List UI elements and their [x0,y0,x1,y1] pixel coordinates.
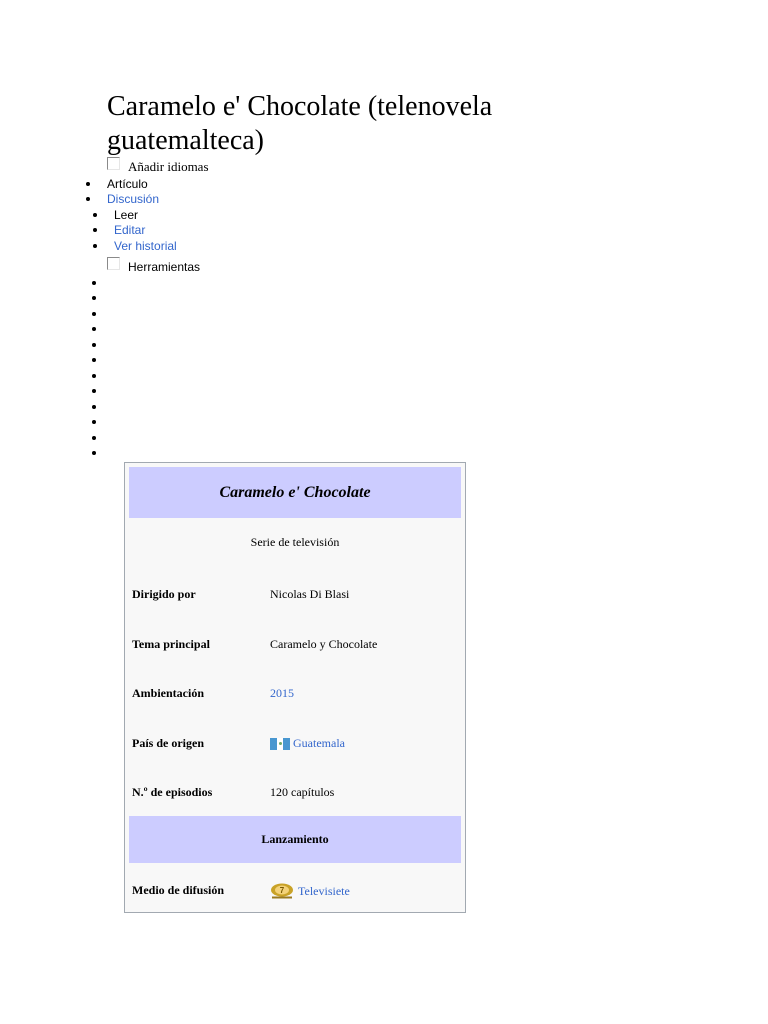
tab-discussion[interactable]: Discusión [107,192,160,206]
bullet-icon [92,420,96,424]
bullet-icon [92,405,96,409]
bullet-icon [93,228,97,232]
infobox-value [270,736,345,751]
bullet-icon [92,281,96,285]
checkbox-icon[interactable] [107,157,120,170]
infobox-label: Medio de difusión [132,883,225,897]
infobox-row-country [125,736,465,756]
checkbox-icon[interactable] [107,257,120,270]
infobox-label: Tema principal [132,637,210,651]
infobox-row-theme [125,637,465,657]
bullet-icon [92,327,96,331]
bullet-icon [93,244,97,248]
infobox-value: 120 capítulos [270,785,335,799]
bullet-icon [92,451,96,455]
add-languages-label[interactable]: Añadir idiomas [128,159,209,174]
infobox-section-header: Lanzamiento [129,816,461,863]
bullet-icon [92,389,96,393]
bullet-icon [86,197,90,201]
bullet-icon [92,374,96,378]
tab-history[interactable]: Ver historial [114,239,177,253]
infobox-row-setting [125,686,465,706]
infobox-row-broadcast [125,883,465,903]
televisiete-logo-icon[interactable] [270,883,294,899]
tab-article[interactable]: Artículo [107,177,148,191]
bullet-icon [92,312,96,316]
infobox-label: N.º de episodios [132,785,213,799]
bullet-icon [92,358,96,362]
infobox-title: Caramelo e' Chocolate [129,467,461,518]
infobox-row-director [125,587,465,607]
infobox-row-episodes [125,785,465,805]
infobox-value: Caramelo y Chocolate [270,637,378,651]
infobox-label: Dirigido por [132,587,196,601]
country-link[interactable]: Guatemala [293,736,345,750]
bullet-icon [92,343,96,347]
guatemala-flag-icon[interactable] [270,738,290,750]
bullet-icon [92,436,96,440]
infobox-label: País de origen [132,736,204,750]
broadcaster-link[interactable]: Televisiete [298,883,350,898]
svg-text:7: 7 [279,886,285,895]
bullet-icon [92,296,96,300]
bullet-icon [93,213,97,217]
setting-year-link[interactable]: 2015 [270,686,294,700]
bullet-icon [86,182,90,186]
tools-toggle[interactable] [107,258,200,276]
tools-label[interactable]: Herramientas [128,260,201,274]
tab-read[interactable]: Leer [114,208,139,222]
tab-edit[interactable]: Editar [114,223,146,237]
page-title: Caramelo e' Chocolate (telenovela guatemalteca) [107,91,493,156]
add-languages-toggle[interactable] [107,158,209,176]
infobox-value [270,883,350,899]
infobox-subtitle: Serie de televisión [250,535,340,549]
infobox [124,462,466,913]
infobox-value: Nicolas Di Blasi [270,587,350,601]
infobox-label: Ambientación [132,686,204,700]
